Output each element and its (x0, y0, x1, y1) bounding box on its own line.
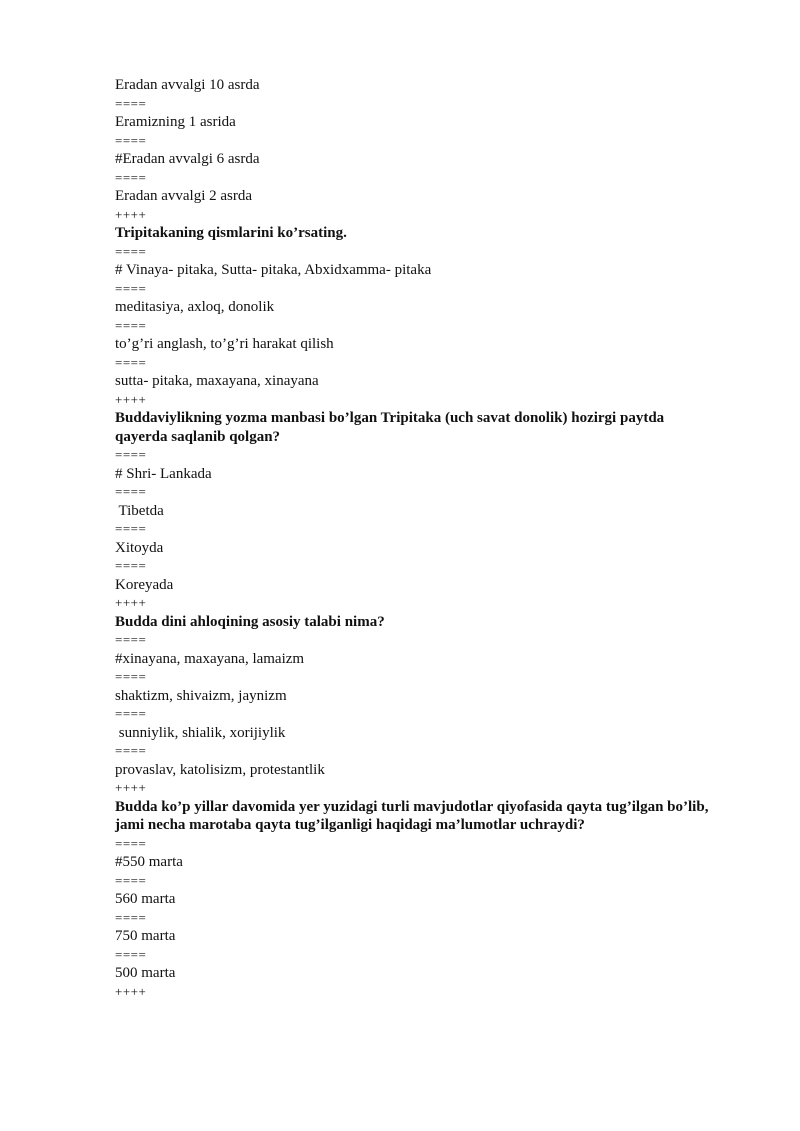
separator: ==== (115, 354, 147, 370)
separator: ++++ (115, 595, 147, 610)
answer-option: 560 marta (115, 891, 176, 907)
separator: ==== (115, 484, 147, 499)
answer-option: to’g’ri anglash, to’g’ri harakat qilish (115, 336, 334, 352)
separator: ==== (115, 872, 147, 888)
answer-option: #xinayana, maxayana, lamaizm (115, 650, 305, 667)
question-text: Budda dini ahloqining asosiy talabi nima? (115, 613, 385, 630)
answer-option: 750 marta (115, 928, 176, 944)
answer-option: Koreyada (115, 576, 174, 593)
separator: ++++ (115, 983, 147, 999)
answer-option: sunniylik, shialik, xorijiylik (115, 724, 286, 741)
answer-option: provaslav, katolisizm, protestantlik (115, 761, 325, 778)
answer-option: shaktizm, shivaizm, jaynizm (115, 687, 287, 704)
answer-option: Tibetda (115, 502, 164, 519)
answer-option: # Shri- Lankada (115, 465, 212, 482)
separator: ++++ (115, 206, 147, 222)
separator: ==== (115, 835, 147, 851)
separator: ==== (115, 669, 147, 684)
separator: ==== (115, 743, 147, 758)
question-text: Buddaviylikning yozma manbasi bo’lgan Tripitaka (uch savat donolik) hozirgi paytda qayerda saqlanib qolgan? (115, 410, 665, 445)
separator: ==== (115, 132, 147, 148)
separator: ==== (115, 243, 147, 259)
separator: ==== (115, 706, 147, 721)
answer-option: #550 marta (115, 854, 183, 870)
answer-option: sutta- pitaka, maxayana, xinayana (115, 373, 319, 389)
separator: ==== (115, 558, 147, 573)
separator: ==== (115, 909, 147, 925)
answer-option: meditasiya, axloq, donolik (115, 299, 275, 315)
separator: ==== (115, 521, 147, 536)
answer-option: Eramizning 1 asrida (115, 114, 236, 130)
separator: ==== (115, 280, 147, 296)
answer-option: #Eradan avvalgi 6 asrda (115, 151, 260, 167)
answer-option: Xitoyda (115, 539, 164, 556)
answer-option: 500 marta (115, 965, 176, 981)
question-text: Budda ko’p yillar davomida yer yuzidagi turli mavjudotlar qiyofasida qayta tug’ilgan bo’lib, jami necha marotaba qayta tug’ilganligi haqidagi ma’lumotlar uchraydi? (115, 798, 709, 833)
answer-option: Eradan avvalgi 10 asrda (115, 77, 260, 93)
separator: ==== (115, 946, 147, 962)
separator: ==== (115, 169, 147, 185)
separator: ==== (115, 317, 147, 333)
separator: ==== (115, 632, 147, 647)
answer-option: Eradan avvalgi 2 asrda (115, 188, 253, 204)
question-text: Tripitakaning qismlarini ko’rsating. (115, 225, 347, 241)
answer-option: # Vinaya- pitaka, Sutta- pitaka, Abxidxamma- pitaka (115, 262, 432, 278)
separator: ==== (115, 95, 147, 111)
document-page (115, 76, 715, 1001)
separator: ++++ (115, 391, 147, 407)
separator: ==== (115, 447, 147, 462)
separator: ++++ (115, 780, 147, 795)
